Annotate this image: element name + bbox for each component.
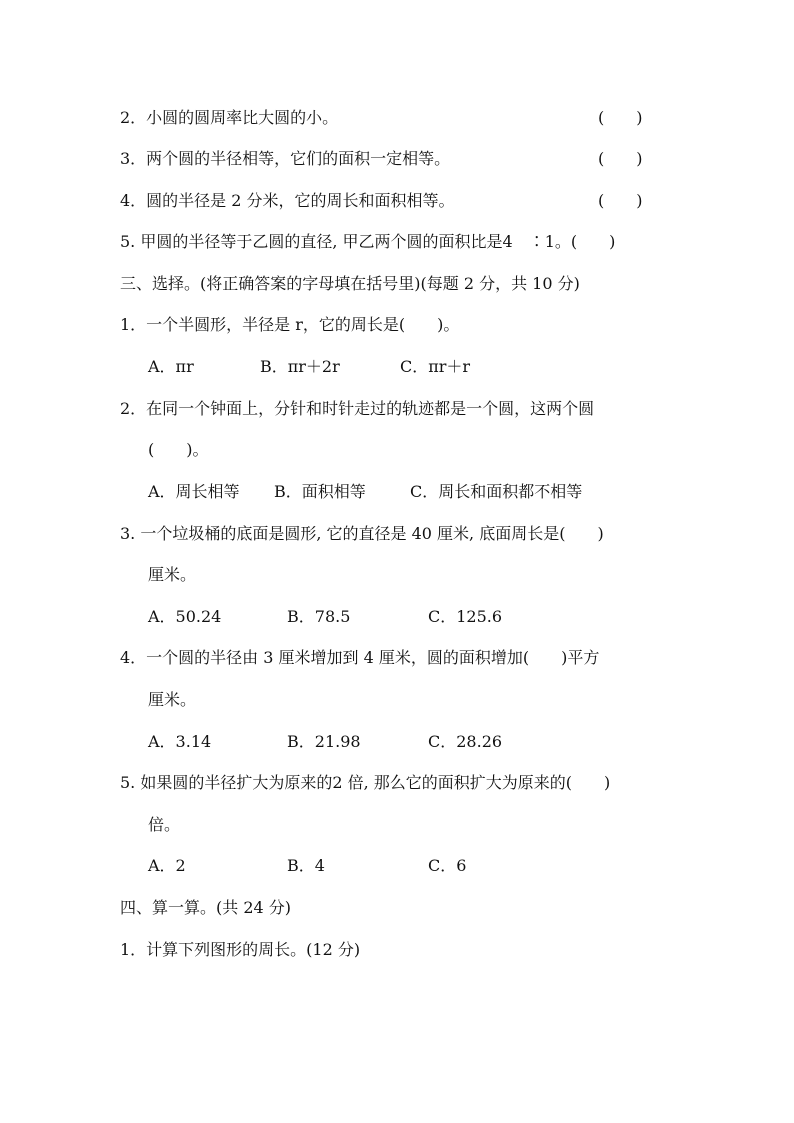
option-a: A．2: [148, 856, 186, 875]
option-a: A．周长相等: [148, 482, 240, 501]
option-b: B．78.5: [287, 607, 351, 626]
option-a: A．50.24: [148, 607, 222, 626]
judge-item-3-text: 3．两个圆的半径相等，它们的面积一定相等。: [120, 149, 451, 168]
section-3-title-text: 三、选择。(将正确答案的字母填在括号里)(每题 2 分，共 10 分): [120, 274, 580, 293]
judge-item-2-text: 2．小圆的圆周率比大圆的小。: [120, 108, 339, 127]
question-text: 4．一个圆的半径由 3 厘米增加到 4 厘米，圆的面积增加( )平方: [120, 648, 600, 667]
judge-item-5-text: 5. 甲圆的半径等于乙圆的直径, 甲乙两个圆的面积比是4 ∶1。( ): [120, 232, 616, 251]
option-b: B．πr＋2r: [260, 357, 340, 376]
option-c: C．6: [428, 856, 467, 875]
question-text: 3. 一个垃圾桶的底面是圆形, 它的直径是 40 厘米, 底面周长是( ): [120, 524, 604, 543]
question-text-cont: 倍。: [148, 815, 181, 834]
question-text-cont: ( )。: [148, 440, 209, 459]
answer-parentheses: ( ): [598, 191, 643, 210]
question-text-cont: 厘米。: [148, 690, 197, 709]
option-c: C．πr＋r: [400, 357, 471, 376]
option-a: A．3.14: [148, 732, 212, 751]
option-b: B．面积相等: [274, 482, 366, 501]
option-c: C．28.26: [428, 732, 503, 751]
question-text-cont: 厘米。: [148, 565, 197, 584]
question-text: 5. 如果圆的半径扩大为原来的2 倍, 那么它的面积扩大为原来的( ): [120, 773, 611, 792]
question-text: 2．在同一个钟面上，分针和时针走过的轨迹都是一个圆，这两个圆: [120, 399, 595, 418]
option-c: C．周长和面积都不相等: [410, 482, 583, 501]
answer-parentheses: ( ): [598, 108, 643, 127]
answer-parentheses: ( ): [598, 149, 643, 168]
question-text: 1．一个半圆形，半径是 r，它的周长是( )。: [120, 315, 460, 334]
section-4-title-text: 四、算一算。(共 24 分): [120, 898, 292, 917]
judge-item-4-text: 4．圆的半径是 2 分米，它的周长和面积相等。: [120, 191, 455, 210]
question-text: 1．计算下列图形的周长。(12 分): [120, 940, 361, 959]
option-b: B．21.98: [287, 732, 361, 751]
option-b: B．4: [287, 856, 325, 875]
option-a: A．πr: [148, 357, 194, 376]
option-c: C．125.6: [428, 607, 503, 626]
